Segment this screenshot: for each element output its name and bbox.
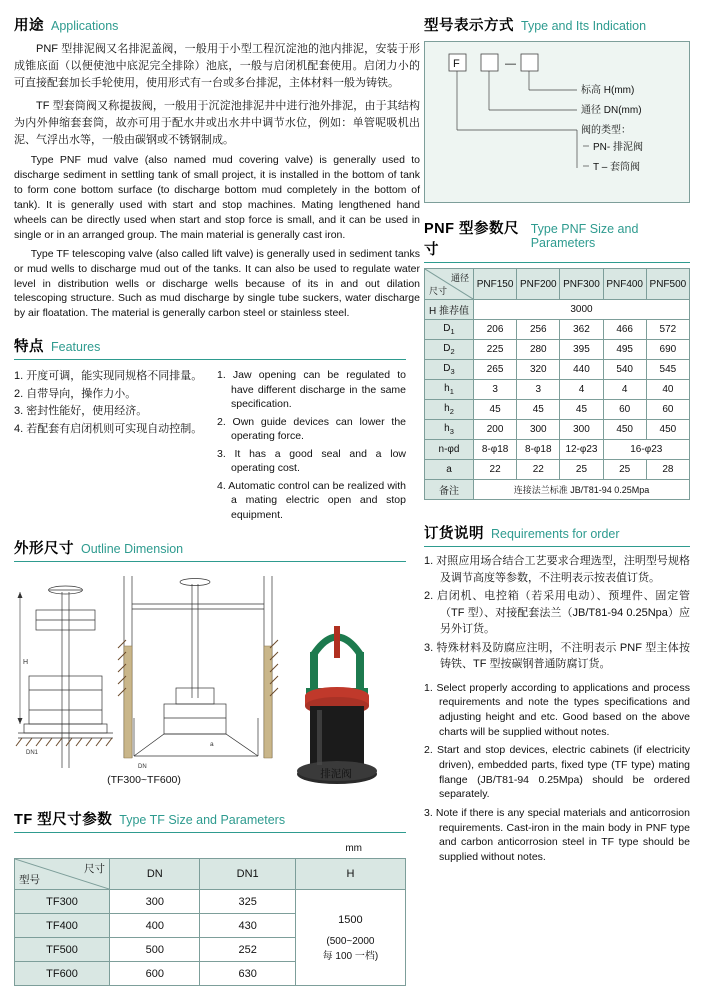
cell: 545	[646, 360, 689, 380]
label-sub: 3	[449, 427, 454, 436]
cell: 466	[603, 320, 646, 340]
heading-cn: TF 型尺寸参数	[14, 812, 113, 829]
cell: 45	[560, 400, 603, 420]
label-base: h	[444, 403, 450, 414]
heading-cn: 型号表示方式	[424, 18, 514, 34]
pnf-size-table	[424, 268, 690, 500]
tf-dn: 600	[110, 962, 200, 986]
table-row	[425, 400, 690, 420]
cell: 690	[646, 340, 689, 360]
cell: 450	[603, 420, 646, 440]
drawing-caption-right: 排泥阀	[320, 768, 352, 781]
tf-corner-cell	[15, 859, 110, 890]
tf-h-line-1: 1500	[338, 913, 363, 926]
heading-cn: 特点	[14, 339, 44, 356]
tf-col-dn: DN	[110, 859, 200, 890]
pnf-row-label	[425, 400, 474, 420]
applications-cn-paragraph-2: TF 型套筒阀又称提拔阀，一般用于沉淀池排泥井中进行池外排泥，由于其结构为内外伸缩套套筒，故亦可用于配水井或出水井中调节水位，例如：单管呢吸机出泥、气浮出水等，一般由碳钢或不锈钢制成。	[14, 100, 420, 147]
pnf-row-label	[425, 380, 474, 400]
heading-en: Requirements for order	[491, 527, 620, 541]
cell: 8-φ18	[474, 440, 517, 460]
list-item: 2. 启闭机、电控箱（若采用电动）、预埋件、固定管（TF 型）、对接配套法兰（JB/T81-94 0.25Npa）应另外订货。	[424, 590, 690, 635]
features-cn-column	[14, 368, 203, 525]
order-en-list	[424, 681, 690, 865]
list-item: 1. Jaw opening can be regulated to have different discharge in the same specification.	[217, 369, 406, 411]
section-heading-outline	[14, 537, 420, 558]
heading-cn: 订货说明	[424, 526, 484, 542]
table-row	[425, 340, 690, 360]
list-item: 2. 自带导向，操作力小。	[14, 387, 137, 400]
label-sub: 3	[450, 367, 455, 376]
cell: 22	[474, 460, 517, 480]
pnf-row-label: n-φd	[425, 440, 474, 460]
table-row	[15, 890, 406, 914]
table-row	[425, 440, 690, 460]
tf-h-cell	[295, 890, 405, 986]
list-item: 3. It has a good seal and a low operating cost.	[217, 447, 406, 475]
table-row	[425, 480, 690, 500]
tf-dn1: 325	[200, 890, 295, 914]
heading-cn: 用途	[14, 18, 44, 34]
tf-corner-bottom-label: 型号	[19, 874, 40, 887]
diagonal-header	[15, 859, 109, 889]
outline-drawings	[14, 568, 420, 804]
cell: 440	[560, 360, 603, 380]
divider	[424, 262, 690, 263]
tf-dn1: 430	[200, 914, 295, 938]
mud-valve-illustration	[297, 626, 377, 784]
list-item: 3. 密封性能好，使用经济。	[14, 405, 148, 418]
annotation-0: 标高 H(mm)	[581, 85, 635, 96]
tf-model: TF300	[15, 890, 110, 914]
drawing-caption-left: (TF300~TF600)	[107, 774, 181, 787]
heading-en: Type and Its Indication	[521, 19, 647, 33]
heading-en: Outline Dimension	[81, 542, 184, 557]
tf-dn: 400	[110, 914, 200, 938]
heading-en: Applications	[51, 19, 119, 33]
type-indication-diagram	[424, 41, 690, 203]
divider	[424, 546, 690, 547]
cell: 300	[560, 420, 603, 440]
tf-model: TF600	[15, 962, 110, 986]
cell: 572	[646, 320, 689, 340]
features-en-list	[217, 368, 406, 522]
cell: 495	[603, 340, 646, 360]
divider	[14, 832, 406, 833]
order-cn-list	[424, 553, 690, 673]
features-en-column	[217, 368, 406, 525]
label-sub: 2	[450, 347, 455, 356]
section-heading-tf-params	[14, 808, 420, 829]
applications-cn-paragraph-1: PNF 型排泥阀又名排泥盖阀，一般用于小型工程沉淀池的池内排泥，安装于形成锥底面（以便使池中底泥完全排除）池底，一般与启闭机配套使用。启闭力小的可直接配套加长手轮使用，使用形式有一台或多台排泥，主体材料一般为铸铁。	[14, 43, 420, 90]
heading-cn: 外形尺寸	[14, 541, 74, 558]
section-heading-type-indication	[424, 14, 690, 35]
applications-en-paragraph-2: Type TF telescoping valve (also called lift valve) is generally used in sediment tanks or mud wells to discharge mud out of the tanks. It can also be used to regulate water level in distribution wells or discharge wells because of its in and out dilation telescoping structure. Such as mud discharge by single tube suckers, water discharge by air floatation. The material is generally carbon steel or stainless steel.	[14, 247, 420, 320]
cell: 45	[474, 400, 517, 420]
pnf-col-1: PNF200	[517, 269, 560, 300]
diagonal-header	[425, 269, 473, 299]
list-item: 1. 对照应用场合结合工艺要求合理选型，注明型号规格及调节高度等参数，不注明表示按表值订货。	[424, 555, 690, 584]
label-base: D	[443, 363, 451, 374]
section-heading-features	[14, 335, 420, 356]
features-columns	[14, 368, 406, 525]
tf-dn1: 630	[200, 962, 295, 986]
section-heading-applications	[14, 14, 420, 35]
annotation-3: PN- 排泥阀	[593, 142, 643, 153]
svg-text:—: —	[505, 58, 516, 70]
heading-en: Type PNF Size and Parameters	[530, 222, 639, 250]
section-heading-pnf-params	[424, 217, 690, 259]
dim-label-DN1: DN1	[26, 750, 39, 757]
cell: 25	[603, 460, 646, 480]
cell: 206	[474, 320, 517, 340]
heading-en: Type TF Size and Parameters	[119, 813, 286, 828]
tf-dn: 500	[110, 938, 200, 962]
cell: 4	[603, 380, 646, 400]
cell: 12-φ23	[560, 440, 603, 460]
label-sub: 2	[449, 407, 454, 416]
pnf-col-4: PNF500	[646, 269, 689, 300]
heading-cn: PNF 型参数尺寸	[424, 221, 520, 258]
list-item: 1. 开度可调，能实现同规格不同排量。	[14, 370, 203, 383]
pnf-col-2: PNF300	[560, 269, 603, 300]
section-heading-order	[424, 522, 690, 543]
table-row	[425, 320, 690, 340]
divider	[14, 561, 406, 562]
cell: 540	[603, 360, 646, 380]
tf-size-table	[14, 858, 406, 986]
cell: 25	[560, 460, 603, 480]
table-header-row	[15, 859, 406, 890]
cell: 362	[560, 320, 603, 340]
cell: 60	[646, 400, 689, 420]
cell: 4	[560, 380, 603, 400]
drawing-svg	[14, 568, 414, 798]
table-row	[425, 300, 690, 320]
pnf-row-label	[425, 420, 474, 440]
cell: 280	[517, 340, 560, 360]
cell: 28	[646, 460, 689, 480]
pnf-col-0: PNF150	[474, 269, 517, 300]
cell: 200	[474, 420, 517, 440]
table-row	[425, 420, 690, 440]
pnf-row-label	[425, 320, 474, 340]
table-row	[425, 380, 690, 400]
table-header-row	[425, 269, 690, 300]
label-base: h	[444, 383, 450, 394]
cell: 60	[603, 400, 646, 420]
type-code-svg	[425, 42, 691, 200]
tf-unit-label: mm	[345, 843, 362, 855]
dim-label-a: a	[210, 741, 214, 749]
pnf-row-label: 备注	[425, 480, 474, 500]
annotation-4: T – 套筒阀	[593, 162, 641, 173]
cell: 320	[517, 360, 560, 380]
cell: 256	[517, 320, 560, 340]
pnf-corner-bottom-label: 尺寸	[429, 286, 448, 296]
cell: 450	[646, 420, 689, 440]
tf-dn: 300	[110, 890, 200, 914]
tf-corner-top-label: 尺寸	[84, 863, 106, 876]
cell: 225	[474, 340, 517, 360]
label-base: D	[443, 323, 451, 334]
list-item: 3. Note if there is any special materials and anticorrosion requirements. Cast-iron in the main body in PNF type and carbon anticorrosion steel in TF type should be supplied without notes.	[424, 807, 690, 864]
cell: 22	[517, 460, 560, 480]
features-cn-list	[14, 368, 203, 437]
list-item: 2. Own guide devices can lower the operating force.	[217, 415, 406, 443]
label-base: h	[444, 423, 450, 434]
cell: 16-φ23	[603, 440, 689, 460]
annotation-1: 通径 DN(mm)	[581, 105, 642, 116]
applications-en-paragraph-1: Type PNF mud valve (also named mud covering valve) is generally used to discharge sediment in settling tank of small project, it is installed in the bottom of tank to form cone bottom surface (to discharge bottom mud completely in the bottom of tank). It is generally used with start and stop machines. Mating lengthened hand wheels can be directly used when start and stop force is small, and it can be used in single or in an arranged group. The main material is generally cast iron.	[14, 154, 420, 241]
cell: 300	[517, 420, 560, 440]
tf-h-line-2: (500~2000	[326, 935, 375, 947]
list-item: 3. 特殊材料及防腐应注明，不注明表示 PNF 型主体按铸铁、TF 型按碳钢普通防腐订货。	[424, 641, 690, 670]
annotation-2: 阀的类型：	[581, 125, 631, 136]
pnf-row-label: H 推荐值	[425, 300, 474, 320]
cell: 8-φ18	[517, 440, 560, 460]
label-sub: 1	[450, 327, 455, 336]
divider	[14, 359, 406, 360]
label-sub: 1	[449, 387, 454, 396]
tf-h-line-3: 每 100 一档)	[322, 950, 379, 962]
list-item: 4. Automatic control can be realized with a mating electric open and stop equipment.	[217, 479, 406, 521]
tf-col-dn1: DN1	[200, 859, 295, 890]
table-row	[425, 460, 690, 480]
tf-col-h: H	[295, 859, 405, 890]
dim-label-DN: DN	[138, 764, 147, 771]
cell: 3	[474, 380, 517, 400]
pnf-row-value-merged: 连接法兰标准 JB/T81-94 0.25Mpa	[474, 480, 690, 500]
label-base: D	[443, 343, 451, 354]
table-row	[425, 360, 690, 380]
pnf-row-label: a	[425, 460, 474, 480]
pnf-row-label	[425, 360, 474, 380]
right-column	[424, 0, 702, 914]
pnf-corner-top-label: 通径	[450, 273, 469, 283]
svg-text:F: F	[453, 58, 460, 70]
pnf-corner-cell	[425, 269, 474, 300]
cell: 265	[474, 360, 517, 380]
pnf-row-value-merged: 3000	[474, 300, 690, 320]
pnf-col-3: PNF400	[603, 269, 646, 300]
list-item: 1. Select properly according to applications and process requirements and note the types specifications and adjusting height and etc. Good based on the above charts will be supplied without notes.	[424, 681, 690, 738]
dim-label-H: H	[23, 659, 29, 667]
tf-dn1: 252	[200, 938, 295, 962]
tf-model: TF400	[15, 914, 110, 938]
cell: 395	[560, 340, 603, 360]
cell: 40	[646, 380, 689, 400]
list-item: 4. 若配套有启闭机则可实现自动控制。	[14, 422, 203, 435]
cell: 45	[517, 400, 560, 420]
pnf-row-label	[425, 340, 474, 360]
tf-model: TF500	[15, 938, 110, 962]
list-item: 2. Start and stop devices, electric cabinets (if electricity driven), embedded parts, fixed type (TF type) mating flange (JB/T81-94 0.25Mpa) should be ordered separately.	[424, 744, 690, 801]
cell: 3	[517, 380, 560, 400]
heading-en: Features	[51, 340, 101, 355]
